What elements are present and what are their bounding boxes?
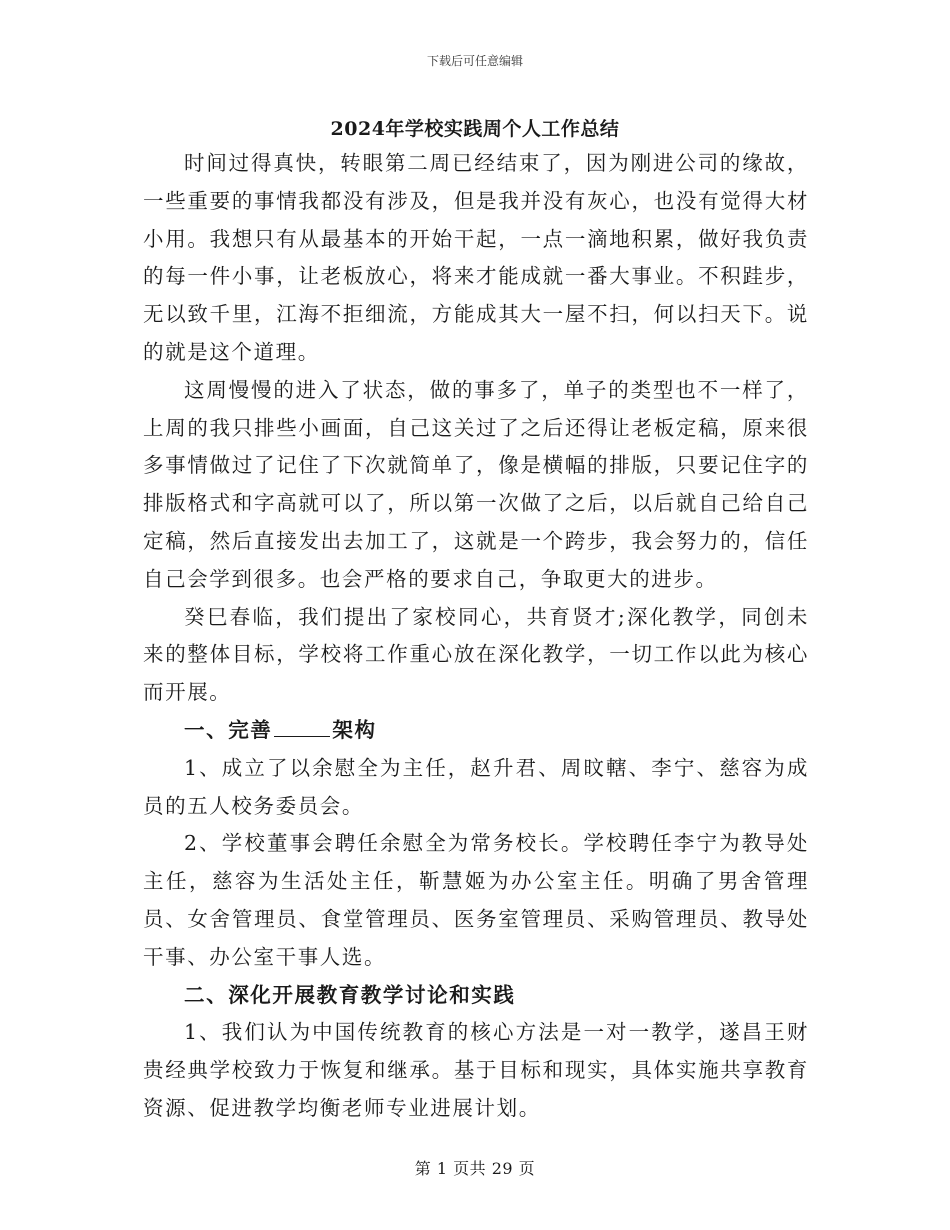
section-1-item-1: 1、成立了以余慰全为主任，赵升君、周旼轄、李宁、慈容为成员的五人校务委员会。 (143, 755, 809, 818)
paragraph-1: 时间过得真快，转眼第二周已经结束了，因为刚进公司的缘故，一些重要的事情我都没有涉及，但是我并没有灰心，也没有觉得大材小用。我想只有从最基本的开始干起，一点一滴地积累，做好我负责的每一件小事，让老板放心，将来才能成就一番大事业。不积跬步，无以致千里，江海不拒细流，方能成其大一屋不扫，何以扫天下。说的就是这个道理。 (143, 151, 809, 364)
section-2-item-1: 1、我们认为中国传统教育的核心方法是一对一教学，遂昌王财贵经典学校致力于恢复和继承。基于目标和现实，具体实施共享教育资源、促进教学均衡老师专业进展计划。 (143, 1020, 809, 1120)
section-1-heading-prefix: 一、完善 (184, 717, 273, 742)
paragraph-2: 这周慢慢的进入了状态，做的事多了，单子的类型也不一样了，上周的我只排些小画面，自己这关过了之后还得让老板定稿，原来很多事情做过了记住了下次就简单了，像是横幅的排版，只要记住字的排版格式和字高就可以了，所以第一次做了之后，以后就自己给自己定稿，然后直接发出去加工了，这就是一个跨步，我会努力的，信任自己会学到很多。也会严格的要求自己，争取更大的进步。 (143, 377, 809, 591)
paragraph-3: 癸巳春临，我们提出了家校同心，共育贤才;深化教学，同创未来的整体目标，学校将工作重心放在深化教学，一切工作以此为核心而开展。 (143, 604, 809, 705)
section-2-heading: 二、深化开展教育教学讨论和实践 (184, 982, 516, 1007)
header-note: 下载后可任意编辑 (426, 54, 523, 68)
section-1-item-2: 2、学校董事会聘任余慰全为常务校长。学校聘任李宁为教导处主任，慈容为生活处主任，靳慧姬为办公室主任。明确了男舍管理员、女舍管理员、食堂管理员、医务室管理员、采购管理员、教导处干事、办公室干事人选。 (143, 831, 809, 969)
section-1-heading (143, 712, 809, 750)
page-number-footer: 第 1 页共 29 页 (414, 1159, 536, 1178)
heading-blank-underline (274, 718, 330, 737)
section-1-heading-suffix: 架构 (332, 717, 377, 742)
document-title: 2024年学校实践周个人工作总结 (330, 118, 620, 140)
document-body (143, 145, 809, 1128)
